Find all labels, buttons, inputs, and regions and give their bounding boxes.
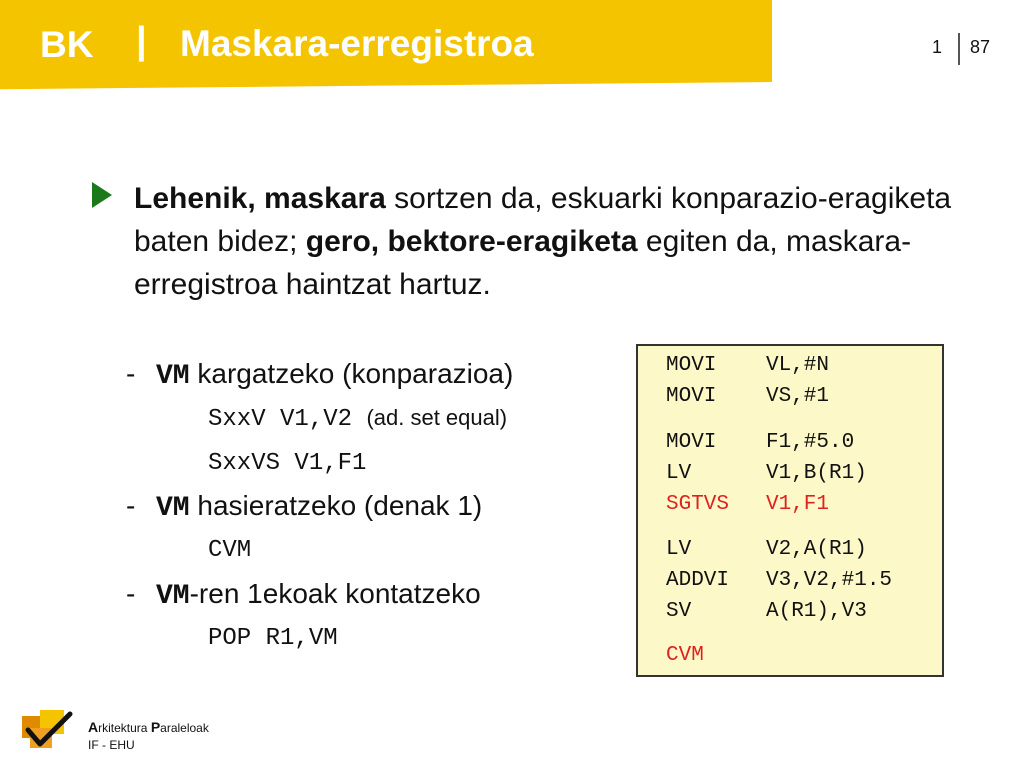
sublist-dash: - xyxy=(126,490,136,521)
code-args: V1,B(R1) xyxy=(766,462,867,485)
sublist-text: kargatzeko (konparazioa) xyxy=(189,358,514,389)
code-op: CVM xyxy=(666,644,704,667)
code-line-highlighted xyxy=(666,644,766,667)
sublist-item xyxy=(126,358,513,392)
code-args: V3,V2,#1.5 xyxy=(766,569,893,592)
header-separator: | xyxy=(136,20,147,62)
code-line xyxy=(666,431,854,454)
sublist-text: -ren 1ekoak kontatzeko xyxy=(189,578,481,609)
code-instruction: SxxV V1,V2 xyxy=(208,406,353,433)
code-line xyxy=(666,538,867,561)
page-total: 87 xyxy=(970,37,991,57)
page-current: 1 xyxy=(932,37,943,57)
register-name: VM xyxy=(156,361,190,392)
page-title: Maskara-erregistroa xyxy=(180,23,534,64)
sublist-code: SxxVS V1,F1 xyxy=(208,450,367,477)
code-op: SGTVS xyxy=(666,493,730,516)
footer-line-1 xyxy=(88,719,209,737)
sublist-item xyxy=(126,490,482,524)
sublist-text: hasieratzeko (denak 1) xyxy=(189,490,483,521)
code-args: VS,#1 xyxy=(766,385,830,408)
main-bullet-text-4: egiten da, maskara-erregistroa haintzat hartuz. xyxy=(134,225,912,301)
code-line-highlighted xyxy=(666,493,829,516)
sublist-code xyxy=(208,405,507,433)
code-args: A(R1),V3 xyxy=(766,600,867,623)
code-note: (ad. set equal) xyxy=(366,405,508,430)
main-bullet-bold-2: gero, bektore-eragiketa xyxy=(305,225,638,258)
code-op: MOVI xyxy=(666,385,717,408)
code-args: F1,#5.0 xyxy=(766,431,855,454)
footer-initial-a: A xyxy=(88,719,99,735)
main-bullet-text-2: sortzen da, eskuarki konparazio-eragiketa baten bidez; xyxy=(134,182,952,258)
sublist-code: POP R1,VM xyxy=(208,625,338,652)
checkmark-logo-icon xyxy=(22,710,78,750)
sublist-dash: - xyxy=(126,358,136,389)
code-line xyxy=(666,569,892,592)
code-line xyxy=(666,600,867,623)
code-line xyxy=(666,385,829,408)
code-op: LV xyxy=(666,538,692,561)
main-bullet-bold-1: Lehenik, maskara xyxy=(134,182,386,215)
footer-text-p: araleloak xyxy=(160,721,209,735)
code-line xyxy=(666,354,829,377)
footer-text xyxy=(88,719,209,754)
code-args: V2,A(R1) xyxy=(766,538,867,561)
code-op: MOVI xyxy=(666,431,717,454)
code-args: V1,F1 xyxy=(766,493,830,516)
register-name: VM xyxy=(156,581,190,612)
header-short-label: BK xyxy=(40,24,94,65)
footer-initial-p: P xyxy=(150,719,161,735)
sublist-item xyxy=(126,578,481,612)
code-op: LV xyxy=(666,462,692,485)
code-args: VL,#N xyxy=(766,354,830,377)
code-line xyxy=(666,462,867,485)
register-name: VM xyxy=(156,493,190,524)
footer-line-2: IF - EHU xyxy=(88,738,135,752)
code-op: MOVI xyxy=(666,354,717,377)
main-bullet-text xyxy=(134,177,964,306)
code-op: SV xyxy=(666,600,692,623)
bullet-arrow-icon xyxy=(92,182,112,208)
page-number-divider xyxy=(958,33,960,65)
footer-text-a: rkitektura xyxy=(98,721,151,735)
code-op: ADDVI xyxy=(666,569,730,592)
code-box xyxy=(636,344,944,677)
sublist-code: CVM xyxy=(208,537,252,564)
sublist-dash: - xyxy=(126,578,136,609)
